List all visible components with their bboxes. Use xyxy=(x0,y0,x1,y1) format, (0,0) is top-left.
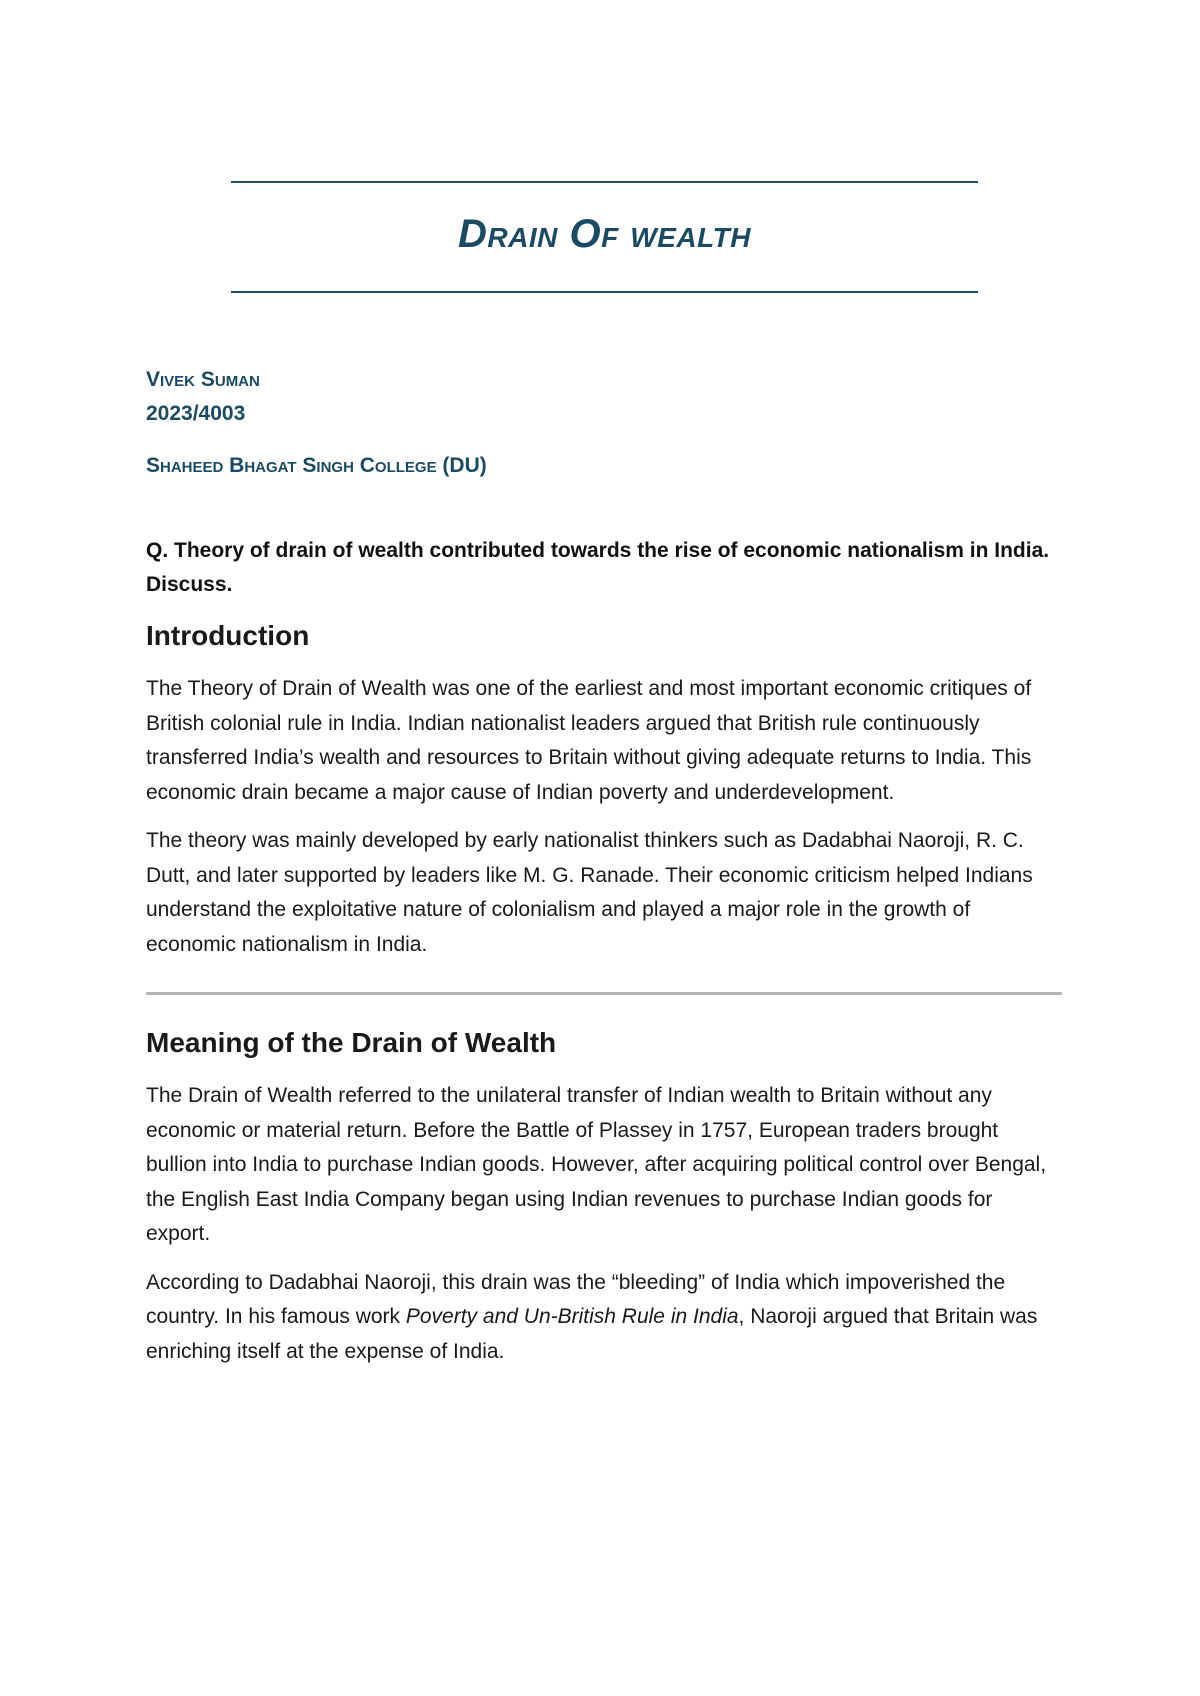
section-meaning xyxy=(146,1023,1062,1369)
document-title: Drain Of wealth xyxy=(458,212,751,256)
section-heading: Introduction xyxy=(146,620,310,651)
paragraph-text: According to Dadabhai Naoroji, this drain was the “bleeding” of India which impoverished the country. In his famous work xyxy=(146,1270,1006,1328)
paragraph xyxy=(146,1266,1062,1370)
roll-number: 2023/4003 xyxy=(146,402,246,425)
section-divider xyxy=(146,992,1062,995)
paragraph: The Theory of Drain of Wealth was one of the earliest and most important economic critiques of British colonial rule in India. Indian nationalist leaders argued that British rule continuously transferred India’s wealth and resources to Britain without giving adequate returns to India. This economic drain became a major cause of Indian poverty and underdevelopment. xyxy=(146,677,1032,804)
work-title: Poverty and Un-British Rule in India xyxy=(405,1305,739,1328)
paragraph-text: , Naoroji argued that Britain was enriching itself at the expense of India. xyxy=(146,1305,1038,1363)
question-text: Q. Theory of drain of wealth contributed towards the rise of economic nationalism in India. Discuss. xyxy=(146,539,1050,596)
paragraph: The Drain of Wealth referred to the unilateral transfer of Indian wealth to Britain without any economic or material return. Before the Battle of Plassey in 1757, European traders brought bullion into India to purchase Indian goods. However, after acquiring political control over Bengal, the English East India Company began using Indian revenues to purchase Indian goods for export. xyxy=(146,1084,1047,1245)
paragraph: The theory was mainly developed by early nationalist thinkers such as Dadabhai Naoroji, R. C. Dutt, and later supported by leaders like M. G. Ranade. Their economic criticism helped Indians understand the exploitative nature of colonialism and played a major role in the growth of economic nationalism in India. xyxy=(146,829,1033,956)
college-name: Shaheed Bhagat Singh College (DU) xyxy=(146,454,487,477)
author-name: Vivek Suman xyxy=(146,368,260,391)
section-heading: Meaning of the Drain of Wealth xyxy=(146,1027,557,1058)
title-rule-top xyxy=(231,181,978,183)
section-introduction xyxy=(146,616,1062,962)
document-body xyxy=(146,534,1062,1383)
title-rule-bottom xyxy=(231,291,978,293)
